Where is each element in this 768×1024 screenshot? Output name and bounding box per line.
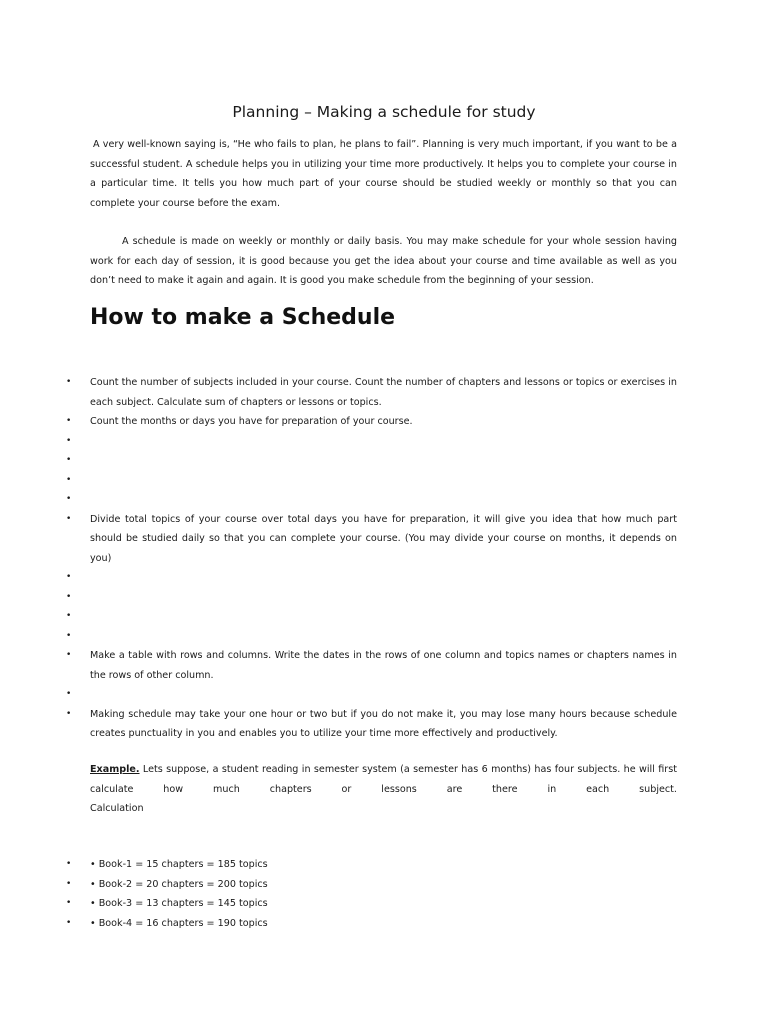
calculation-label: Calculation (90, 803, 144, 814)
list-item (0, 875, 677, 895)
list-item (0, 490, 677, 510)
list-item (0, 412, 677, 432)
bullet-marker: • (66, 474, 72, 485)
list-item-text: Making schedule may take your one hour or two but if you do not make it, you may lose many hours because schedule creates punctuality in you and enables you to utilize your time more effectively and productively. (90, 708, 677, 739)
list-item-text: • Book-1 = 15 chapters = 185 topics (90, 859, 268, 870)
list-item (0, 685, 677, 705)
bullet-marker: • (66, 435, 72, 446)
list-item (0, 588, 677, 608)
bullet-marker: • (66, 377, 72, 387)
list-item-text: Divide total topics of your course over total days you have for preparation, it will give you idea that how much part should be studied daily so that you can complete your course. (You may divide your course on months, it depends on you) (90, 513, 677, 564)
bullet-marker: • (66, 898, 72, 908)
list-item (0, 568, 677, 588)
list-item (0, 373, 677, 412)
bullet-marker: • (66, 494, 72, 504)
list-item (0, 646, 677, 685)
list-item (0, 432, 677, 452)
bullet-marker: • (66, 859, 72, 869)
example-text: Lets suppose, a student reading in semester system (a semester has 6 months) has four subjects. he will first calculate how much chapters or lessons are there in each subject. (90, 764, 677, 795)
list-item-text: Make a table with rows and columns. Write the dates in the rows of one column and topics names or chapters names in the rows of other column. (90, 650, 677, 681)
list-item-text: • Book-4 = 16 chapters = 190 topics (90, 917, 268, 929)
list-item (0, 627, 677, 647)
example-label: Example. (90, 764, 140, 775)
page-title: Planning – Making a schedule for study (232, 103, 536, 122)
steps-list (0, 373, 768, 744)
bullet-marker: • (66, 630, 72, 641)
list-item-text: Count the months or days you have for preparation of your course. (90, 416, 413, 427)
list-item-text: • Book-2 = 20 chapters = 200 topics (90, 878, 268, 890)
example-paragraph (90, 760, 677, 799)
list-item (0, 510, 677, 569)
list-item (0, 894, 677, 914)
list-item-text: • Book-3 = 13 chapters = 145 topics (90, 898, 268, 909)
intro-paragraph: A very well-known saying is, “He who fails to plan, he plans to fail”. Planning is very much important, if you want to be a successful student. A schedule helps you in utilizing your time more productively. It helps you to complete your course in a particular time. It tells you how much part of your course should be studied weekly or monthly so that you can complete your course before the exam. (90, 139, 677, 209)
bullet-marker: • (66, 689, 72, 699)
list-item (0, 451, 677, 471)
books-list (0, 855, 768, 933)
list-item-text: Count the number of subjects included in your course. Count the number of chapters and lessons or topics or exercises in each subject. Calculate sum of chapters or lessons or topics. (90, 377, 677, 408)
list-item (0, 855, 677, 875)
section-heading: How to make a Schedule (90, 305, 396, 330)
bullet-marker: • (66, 513, 72, 524)
list-item (0, 607, 677, 627)
bullet-marker: • (66, 708, 72, 719)
schedule-basis-paragraph: A schedule is made on weekly or monthly or daily basis. You may make schedule for your whole session having work for each day of session, it is good because you get the idea about your course and time available as well as you don’t need to make it again and again. It is good you make schedule from the beginning of your session. (90, 236, 677, 286)
bullet-marker: • (66, 572, 72, 582)
list-item (0, 471, 677, 491)
bullet-marker: • (66, 455, 72, 465)
bullet-marker: • (66, 650, 72, 660)
bullet-marker: • (66, 611, 72, 621)
bullet-marker: • (66, 917, 72, 928)
bullet-marker: • (66, 416, 72, 426)
bullet-marker: • (66, 878, 72, 889)
bullet-marker: • (66, 591, 72, 602)
list-item (0, 914, 677, 934)
list-item (0, 705, 677, 744)
